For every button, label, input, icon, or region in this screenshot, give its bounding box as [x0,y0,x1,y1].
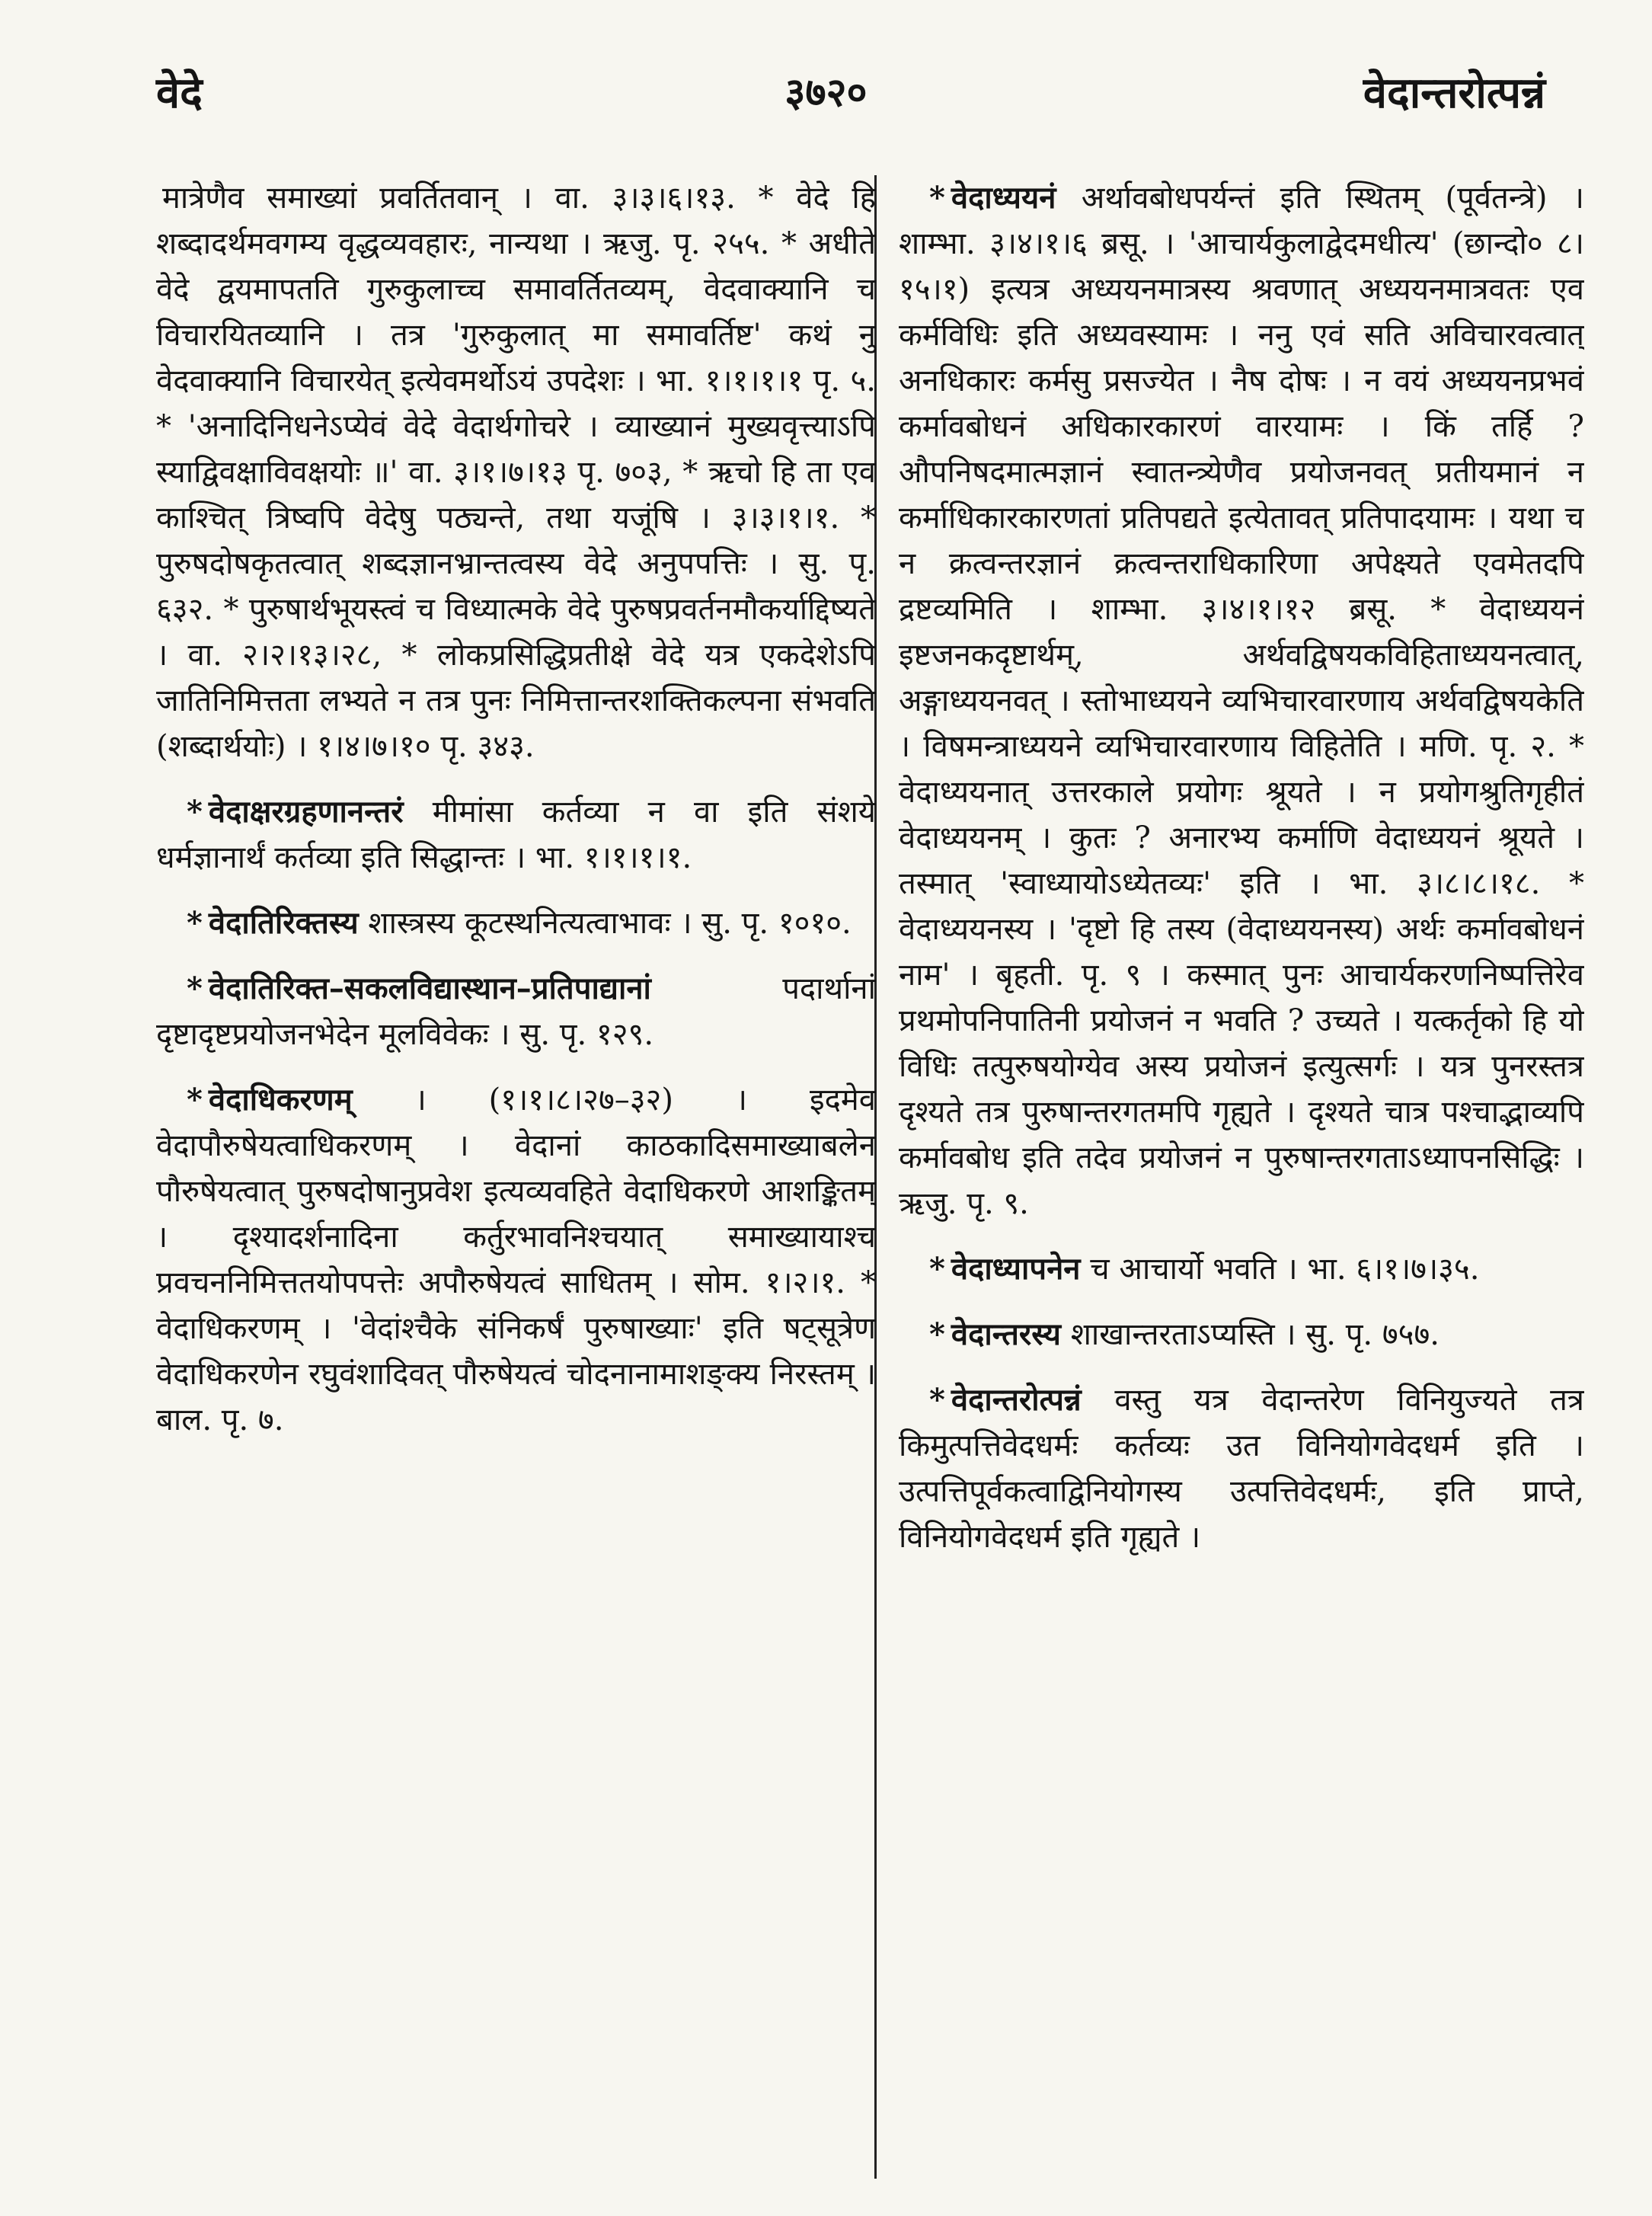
entry-text: अर्थावबोधपर्यन्तं इति स्थितम् (पूर्वतन्त्रे) । शाम्भा. ३।४।१।६ ब्रसू. । 'आचार्यकुलाद्वेदमधीत्य' (छान्दो० ८।१५।१) इत्यत्र अध्ययनमात्रस्य श्रवणात् अध्ययनमात्रवतः एव कर्मविधिः इति अध्यवस्यामः । ननु एवं सति अविचारवत्वात् अनधिकारः कर्मसु प्रसज्येत । नैष दोषः । न वयं अध्ययनप्रभवं कर्मावबोधनं अधिकारकारणं वारयामः । किं तर्हि ? औपनिषदमात्मज्ञानं स्वातन्त्र्येणैव प्रयोजनवत् प्रतीयमानं न कर्माधिकारकारणतां प्रतिपद्यते इत्येतावत् प्रतिपादयामः । यथा च न क्रत्वन्तरज्ञानं क्रत्वन्तराधिकारिणा अपेक्ष्यते एवमेतदपि द्रष्टव्यमिति । शाम्भा. ३।४।१।१२ ब्रसू. * वेदाध्ययनं इष्टजनकदृष्टार्थम्, अर्थवद्विषयकविहिताध्ययनत्वात्, अङ्गाध्ययनवत् । स्तोभाध्ययने व्यभिचारवारणाय अर्थवद्विषयकेति । विषमन्त्राध्ययने व्यभिचारवारणाय विहितेति । मणि. पृ. २. * वेदाध्ययनात् उत्तरकाले प्रयोगः श्रूयते । न प्रयोगश्रुतिगृहीतं वेदाध्ययनम् । कुतः ? अनारभ्य कर्माणि वेदाध्ययनं श्रूयते । तस्मात् 'स्वाध्यायोऽध्येतव्यः' इति । भा. ३।८।८।१८. * वेदाध्ययनस्य । 'दृष्टो हि तस्य (वेदाध्ययनस्य) अर्थः कर्मावबोधनं नाम' । बृहती. पृ. ९ । कस्मात् पुनः आचार्यकरणनिष्पत्तिरेव प्रथमोपनिपातिनी प्रयोजनं न भवति ? उच्यते । यत्कर्तृको हि यो विधिः तत्पुरुषयोग्येव अस्य प्रयोजनं इत्युत्सर्गः । यत्र पुनरस्तत्र दृश्यते तत्र पुरुषान्तरगतमपि गृह्यते । दृश्यते चात्र पश्चाद्भाव्यपि कर्मावबोध इति तदेव प्रयोजनं न पुरुषान्तरगताऽध्यापनसिद्धिः । ऋजु. पृ. ९. [899,181,1584,1221]
entry-text: वस्तु यत्र वेदान्तरेण विनियुज्यते तत्र किमुत्पत्तिवेदधर्मः कर्तव्यः उत विनियोगवेदधर्म इति । उत्पत्तिपूर्वकत्वाद्विनियोगस्य उत्पत्तिवेदधर्मः, इति प्राप्ते, विनियोगवेदधर्म इति गृह्यते । [899,1383,1584,1555]
running-head-left: वेदे [156,68,203,118]
entry-headword: वेदातिरिक्त–सकलविद्यास्थान–प्रतिपाद्यानां [208,970,651,1006]
dictionary-entry [156,966,876,1057]
running-head-right: वेदान्तरोत्पन्नं [1363,68,1545,118]
dictionary-entry [156,900,876,946]
entry-marker: * [929,1382,945,1418]
page-header [0,69,1652,160]
page-number: ३७२० [784,69,868,116]
entry-text: पदार्थानां दृष्टादृष्टप्रयोजनभेदेन मूलविवेकः । सु. पृ. १२९. [156,971,876,1052]
entry-text: मीमांसा कर्तव्या न वा इति संशये धर्मज्ञानार्थं कर्तव्या इति सिद्धान्तः । भा. १।१।१।१. [156,795,876,875]
left-column [156,175,876,2186]
entry-headword: वेदान्तरोत्पन्नं [951,1382,1082,1418]
entry-text: । (१।१।८।२७–३२) । इदमेव वेदापौरुषेयत्वाधिकरणम् । वेदानां काठकादिसमाख्याबलेन पौरुषेयत्वात् पुरुषदोषानुप्रवेश इत्यव्यवहिते वेदाधिकरणे आशङ्कितम् । दृश्यादर्शनादिना कर्तुरभावनिश्चयात् समाख्यायाश्च प्रवचननिमित्ततयोपपत्तेः अपौरुषेयत्वं साधितम् । सोम. १।२।१. * वेदाधिकरणम् । 'वेदांश्चैके संनिकर्षं पुरुषाख्याः' इति षट्सूत्रेण वेदाधिकरणेन रघुवंशादिवत् पौरुषेयत्वं चोदनानामाशङ्क्य निरस्तम् । बाल. पृ. ७. [156,1082,876,1437]
entry-marker: * [929,180,945,216]
entry-marker: * [187,794,203,830]
entry-headword: वेदाध्ययनं [951,180,1056,216]
entry-text: च आचार्यो भवति । भा. ६।१।७।३५. [1090,1252,1480,1287]
entry-marker: * [929,1251,945,1287]
dictionary-entry [156,175,876,769]
entry-marker: * [187,970,203,1006]
dictionary-entry [899,1377,1584,1560]
entry-headword: वेदान्तरस्य [951,1316,1062,1352]
entry-headword: वेदाध्यापनेन [951,1251,1081,1287]
entry-headword: वेदाधिकरणम् [208,1082,353,1118]
entry-headword: वेदातिरिक्तस्य [208,905,359,941]
dictionary-entry [899,175,1584,1226]
dictionary-entry [156,789,876,881]
dictionary-entry [156,1077,876,1443]
right-column [899,175,1584,2186]
entry-text: मात्रेणैव समाख्यां प्रवर्तितवान् । वा. ३।३।६।१३. * वेदे हि शब्दादर्थमवगम्य वृद्धव्यवहारः, नान्यथा । ऋजु. पृ. २५५. * अधीते वेदे द्वयमापतति गुरुकुलाच्च समावर्तितव्यम्, वेदवाक्यानि च विचारयितव्यानि । तत्र 'गुरुकुलात् मा समावर्तिष्ट' कथं नु वेदवाक्यानि विचारयेत् इत्येवमर्थोऽयं उपदेशः । भा. १।१।१।१ पृ. ५. * 'अनादिनिधनेऽप्येवं वेदे वेदार्थगोचरे । व्याख्यानं मुख्यवृत्त्याऽपि स्याद्विवक्षाविवक्षयोः ॥' वा. ३।१।७।१३ पृ. ७०३, * ऋचो हि ता एव काश्चित् त्रिष्वपि वेदेषु पठ्यन्ते, तथा यजूंषि । ३।३।१।१. * पुरुषदोषकृतत्वात् शब्दज्ञानभ्रान्तत्वस्य वेदे अनुपपत्तिः । सु. पृ. ६३२. * पुरुषार्थभूयस्त्वं च विध्यात्मके वेदे पुरुषप्रवर्तनमौकर्याद्दिष्यते । वा. २।२।१३।२८, * लोकप्रसिद्धिप्रतीक्षे वेदे यत्र एकदेशेऽपि जातिनिमित्तता लभ्यते न तत्र पुनः निमित्तान्तरशक्तिकल्पना संभवति (शब्दार्थयोः) । १।४।७।१० पृ. ३४३. [156,181,876,764]
entry-text: शाखान्तरताऽप्यस्ति । सु. पृ. ७५७. [1070,1317,1440,1352]
entry-marker: * [929,1316,945,1352]
dictionary-entry [899,1312,1584,1357]
entry-text: शास्त्रस्य कूटस्थनित्यत्वाभावः । सु. पृ. १०१०. [368,906,852,941]
entry-marker: * [187,905,203,941]
entry-headword: वेदाक्षरग्रहणानन्तरं [208,794,404,830]
dictionary-entry [899,1246,1584,1292]
entry-marker: * [187,1082,203,1118]
